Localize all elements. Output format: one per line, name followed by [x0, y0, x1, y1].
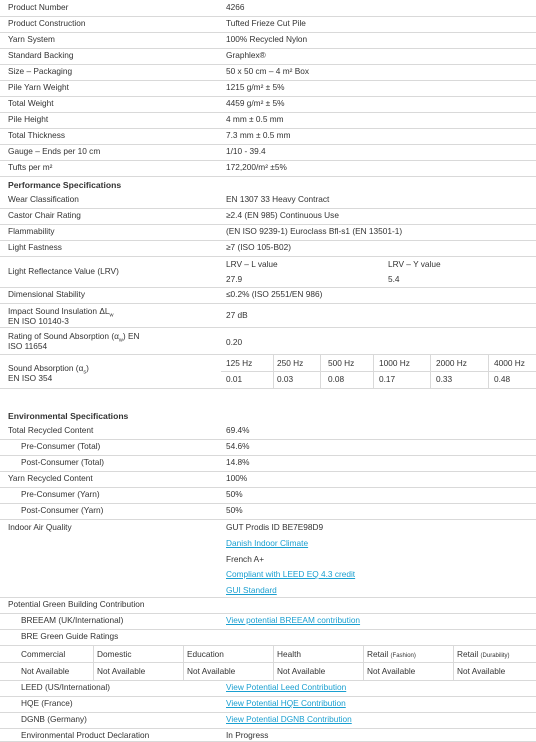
spec-label: Total Thickness: [8, 130, 66, 140]
absorption-label: [8, 363, 89, 383]
absorption-value: 0.17: [379, 374, 396, 384]
spec-row: [0, 129, 536, 145]
col-divider: [93, 646, 94, 680]
hqe-row: [0, 697, 536, 713]
env-value: 50%: [226, 489, 243, 499]
bre-head-suffix: (Fashion): [390, 653, 416, 659]
col-divider: [373, 355, 374, 388]
env-row: [0, 488, 536, 504]
spec-label: Product Number: [8, 2, 69, 12]
bre-head-suffix: (Durability): [480, 653, 510, 659]
spec-label: Size – Packaging: [8, 66, 73, 76]
perf-row: [0, 209, 536, 225]
iaq-item: French A+: [226, 554, 265, 564]
env-label: Post-Consumer (Yarn): [21, 505, 104, 515]
col-divider: [320, 355, 321, 388]
col-divider: [183, 646, 184, 680]
absorption-value: 0.48: [494, 374, 511, 384]
epd-value: In Progress: [226, 730, 269, 740]
env-label: Yarn Recycled Content: [8, 473, 93, 483]
bre-head: [457, 648, 510, 663]
env-label: Total Recycled Content: [8, 425, 94, 435]
spec-label: Pile Yarn Weight: [8, 82, 69, 92]
rating-label: [8, 331, 139, 351]
spec-value: 172,200/m² ±5%: [226, 162, 287, 172]
breeam-row: [0, 614, 536, 630]
lrv-label: Light Reflectance Value (LRV): [8, 266, 119, 276]
env-value: 100%: [226, 473, 248, 483]
env-value: 54.6%: [226, 441, 250, 451]
bre-value: Not Available: [187, 666, 236, 676]
perf-label: Wear Classification: [8, 194, 79, 204]
bre-head-text: Retail: [367, 649, 389, 659]
absorption-value: 0.33: [436, 374, 453, 384]
bre-head: Education: [187, 649, 224, 659]
env-label: Pre-Consumer (Yarn): [21, 489, 100, 499]
bre-head-text: Retail: [457, 649, 479, 659]
impact-value: 27 dB: [226, 310, 248, 320]
iaq-label: Indoor Air Quality: [8, 522, 72, 532]
impact-label-a: Impact Sound Insulation ΔL: [8, 306, 110, 316]
bre-head: [367, 648, 416, 663]
absorption-label-a: Sound Absorption (α: [8, 363, 84, 373]
col-divider: [273, 646, 274, 680]
bre-value: Not Available: [21, 666, 70, 676]
absorption-row: [0, 355, 536, 389]
spec-label: Standard Backing: [8, 50, 74, 60]
lrv-row: [0, 257, 536, 288]
perf-value: ≤0.2% (ISO 2551/EN 986): [226, 289, 323, 299]
col-divider: [488, 355, 489, 388]
spec-row: [0, 145, 536, 161]
breeam-label: BREEAM (UK/International): [21, 615, 124, 625]
absorption-value: 0.01: [226, 374, 243, 384]
bre-table-row: [0, 646, 536, 681]
absorption-value: 0.03: [277, 374, 294, 384]
bre-value: Not Available: [457, 666, 506, 676]
impact-label: [8, 306, 113, 326]
hqe-label: HQE (France): [21, 698, 73, 708]
epd-row: [0, 729, 536, 742]
bre-divider: [0, 662, 536, 663]
spec-value: 7.3 mm ± 0.5 mm: [226, 130, 291, 140]
absorption-label-c: ): [86, 363, 89, 373]
spec-label: Pile Height: [8, 114, 49, 124]
perf-value: (EN ISO 9239-1) Euroclass Bfl-s1 (EN 13501-1): [226, 226, 403, 236]
rating-label-a: Rating of Sound Absorption (α: [8, 331, 119, 341]
spec-value: 4 mm ± 0.5 mm: [226, 114, 284, 124]
absorption-label-b: EN ISO 354: [8, 373, 53, 383]
spec-value: 4266: [226, 2, 245, 12]
perf-row: [0, 193, 536, 209]
environmental-heading: Environmental Specifications: [8, 411, 129, 421]
spec-row: [0, 17, 536, 33]
impact-row: [0, 304, 536, 328]
spec-value: 100% Recycled Nylon: [226, 34, 308, 44]
spec-value: 1/10 - 39.4: [226, 146, 266, 156]
spec-row: [0, 65, 536, 81]
rating-row: [0, 328, 536, 355]
dgnb-link[interactable]: View Potential DGNB Contribution: [226, 714, 352, 724]
gui-standard-link[interactable]: GUI Standard: [226, 585, 277, 595]
perf-value: EN 1307 33 Heavy Contract: [226, 194, 330, 204]
breeam-link[interactable]: View potential BREEAM contribution: [226, 615, 361, 625]
spec-row: [0, 81, 536, 97]
dgnb-label: DGNB (Germany): [21, 714, 87, 724]
freq-header: 250 Hz: [277, 358, 304, 368]
perf-label: Light Fastness: [8, 242, 62, 252]
lrv-y-header: LRV – Y value: [388, 259, 441, 269]
spec-row: [0, 161, 536, 177]
absorption-label-sub: s: [83, 369, 87, 376]
epd-label: Environmental Product Declaration: [21, 730, 150, 740]
lrv-l-value: 27.9: [226, 274, 243, 284]
bre-value: Not Available: [277, 666, 326, 676]
bre-label: BRE Green Guide Ratings: [21, 631, 119, 641]
spec-value: 1215 g/m² ± 5%: [226, 82, 285, 92]
spec-value: Graphlex®: [226, 50, 266, 60]
perf-row: [0, 225, 536, 241]
env-row: [0, 456, 536, 472]
col-divider: [430, 355, 431, 388]
env-value: 14.8%: [226, 457, 250, 467]
iaq-row: [0, 520, 536, 598]
spec-label: Product Construction: [8, 18, 86, 28]
env-row: [0, 504, 536, 520]
spec-label: Tufts per m²: [8, 162, 53, 172]
freq-header: 4000 Hz: [494, 358, 525, 368]
spec-row: [0, 49, 536, 65]
spec-row: [0, 33, 536, 49]
env-value: 50%: [226, 505, 243, 515]
freq-header: 2000 Hz: [436, 358, 467, 368]
perf-label: Dimensional Stability: [8, 289, 86, 299]
spec-label: Yarn System: [8, 34, 55, 44]
col-divider: [363, 646, 364, 680]
perf-value: ≥2.4 (EN 985) Continuous Use: [226, 210, 339, 220]
env-row: [0, 440, 536, 456]
lrv-l-header: LRV – L value: [226, 259, 278, 269]
perf-label: Castor Chair Rating: [8, 210, 81, 220]
bre-head: Health: [277, 649, 301, 659]
freq-header: 500 Hz: [328, 358, 355, 368]
rating-label-c: ) EN: [122, 331, 140, 341]
env-value: 69.4%: [226, 425, 250, 435]
spec-row: [0, 113, 536, 129]
spec-value: Tufted Frieze Cut Pile: [226, 18, 306, 28]
bre-label-row: [0, 630, 536, 646]
spec-label: Total Weight: [8, 98, 54, 108]
bre-value: Not Available: [367, 666, 416, 676]
absorption-value: 0.08: [328, 374, 345, 384]
green-heading: Potential Green Building Contribution: [8, 599, 145, 609]
impact-label-sub: w: [109, 312, 114, 319]
col-divider: [453, 646, 454, 680]
rating-label-b: ISO 11654: [8, 341, 48, 351]
leed-label: LEED (US/International): [21, 682, 111, 692]
leed-link[interactable]: View Potential Leed Contribution: [226, 682, 347, 692]
spec-label: Gauge – Ends per 10 cm: [8, 146, 101, 156]
perf-value: ≥7 (ISO 105-B02): [226, 242, 291, 252]
env-label: Post-Consumer (Total): [21, 457, 104, 467]
perf-label: Flammability: [8, 226, 55, 236]
iaq-item: GUT Prodis ID BE7E98D9: [226, 522, 324, 532]
bre-head: Domestic: [97, 649, 132, 659]
env-label: Pre-Consumer (Total): [21, 441, 101, 451]
env-row: [0, 424, 536, 440]
freq-header: 125 Hz: [226, 358, 253, 368]
bre-value: Not Available: [97, 666, 146, 676]
freq-header: 1000 Hz: [379, 358, 410, 368]
spec-row: [0, 97, 536, 113]
bre-head: Commercial: [21, 649, 66, 659]
spec-row: [0, 1, 536, 17]
leed-eq-link[interactable]: Compliant with LEED EQ 4.3 credit: [226, 569, 356, 579]
green-heading-row: [0, 598, 536, 614]
dgnb-row: [0, 713, 536, 729]
leed-row: [0, 681, 536, 697]
spec-value: 4459 g/m² ± 5%: [226, 98, 285, 108]
hqe-link[interactable]: View Potential HQE Contribution: [226, 698, 346, 708]
perf-row: [0, 241, 536, 257]
impact-label-b: EN ISO 10140-3: [8, 316, 69, 326]
env-row: [0, 472, 536, 488]
lrv-y-value: 5.4: [388, 274, 400, 284]
perf-row: [0, 288, 536, 304]
rating-label-sub: w: [118, 337, 123, 344]
performance-heading: Performance Specifications: [8, 180, 122, 190]
rating-value: 0.20: [226, 337, 243, 347]
col-divider: [273, 355, 274, 388]
danish-indoor-climate-link[interactable]: Danish Indoor Climate: [226, 538, 309, 548]
spec-value: 50 x 50 cm – 4 m² Box: [226, 66, 310, 76]
